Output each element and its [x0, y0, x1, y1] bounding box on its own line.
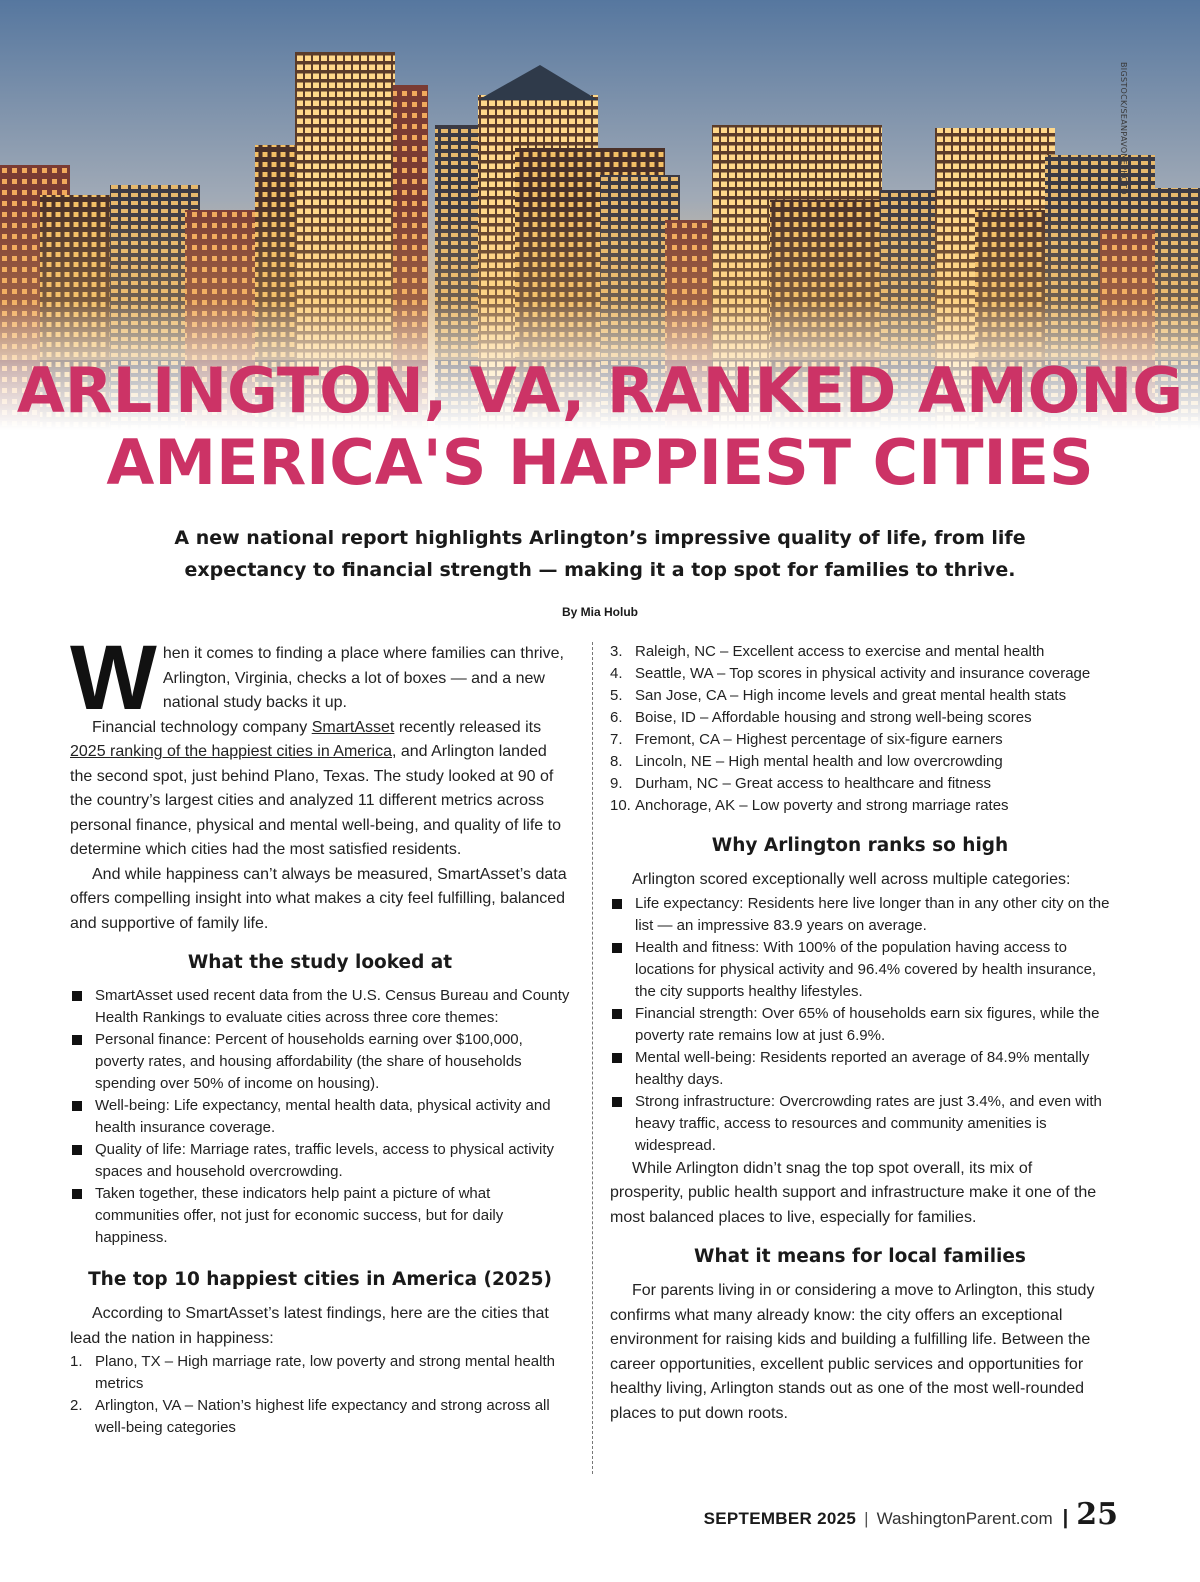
rank-number: 5.: [610, 687, 623, 704]
square-bullet-icon: [612, 1009, 622, 1019]
rank-text: San Jose, CA – High income levels and great mental health stats: [635, 687, 1067, 704]
ranked-city-item: [610, 707, 1110, 729]
rank-number: 4.: [610, 665, 623, 682]
bullet-item: [610, 893, 1110, 937]
ranked-city-item: [610, 685, 1110, 707]
headline-line-2: AMERICA'S HAPPIEST CITIES: [106, 426, 1094, 499]
why-intro: Arlington scored exceptionally well across multiple categories:: [632, 871, 1071, 888]
rank-text: Raleigh, NC – Excellent access to exercise and mental health: [635, 643, 1045, 660]
rank-number: 8.: [610, 753, 623, 770]
local-paragraph: For parents living in or considering a move to Arlington, this study confirms what many already know: the city offers an exceptional environment for raising kids and building a fulfilling life. Between the career opportunities, excellent public services and opportunities for healthy living, Arlington stands out as one of the most well-rounded places to put down roots.: [610, 1282, 1095, 1422]
headline: [0, 355, 1200, 499]
bullet-item: [610, 1091, 1110, 1157]
bullet-item: [70, 1095, 570, 1139]
ranked-city-item: [70, 1351, 570, 1395]
top10-heading: The top 10 happiest cities in America (2025): [88, 1269, 552, 1290]
square-bullet-icon: [72, 1189, 82, 1199]
square-bullet-icon: [72, 991, 82, 1001]
bullet-item: [610, 1047, 1110, 1091]
ranked-city-item: [610, 663, 1110, 685]
bullet-text: SmartAsset used recent data from the U.S. Census Bureau and County Health Rankings to evaluate cities across three core themes:: [95, 987, 570, 1026]
square-bullet-icon: [72, 1101, 82, 1111]
ranked-city-item: [70, 1395, 570, 1439]
rank-number: 1.: [70, 1353, 83, 1370]
study-heading: What the study looked at: [187, 952, 453, 973]
square-bullet-icon: [612, 943, 622, 953]
why-bullet-list: [610, 893, 1110, 1157]
bullet-text: Personal finance: Percent of households earning over $100,000, poverty rates, and housing affordability (the share of households spending over 50% of income on housing).: [95, 1031, 523, 1092]
issue-date: SEPTEMBER 2025: [703, 1509, 857, 1528]
rank-number: 7.: [610, 731, 623, 748]
byline: By Mia Holub: [561, 605, 638, 619]
bullet-item: [70, 1183, 570, 1249]
top10-list-part-2: [610, 641, 1110, 817]
intro-paragraph-3: And while happiness can’t always be measured, SmartAsset’s data offers compelling insight into what makes a city feel fulfilling, balanced and supportive of family life.: [70, 865, 567, 932]
bullet-text: Health and fitness: With 100% of the population having access to locations for physical activity and 96.4% covered by health insurance, the city supports healthy lifestyles.: [635, 938, 1097, 1000]
column-divider: [592, 642, 593, 1474]
ranked-city-item: [610, 751, 1110, 773]
top10-intro: According to SmartAsset’s latest findings, here are the cities that lead the nation in happiness:: [70, 1305, 549, 1347]
bullet-item: [70, 1029, 570, 1095]
site-name: WashingtonParent.com: [876, 1509, 1053, 1528]
study-bullet-list: [70, 985, 570, 1249]
rank-text: Plano, TX – High marriage rate, low poverty and strong mental health metrics: [95, 1353, 555, 1392]
square-bullet-icon: [612, 1097, 622, 1107]
text-run: , and Arlington landed the second spot, just behind Plano, Texas. The study looked at 90 of the country’s largest cities and analyzed 11 different metrics across personal finance, physical and mental well-being, and quality of life to determine which cities had the most satisfied residents.: [70, 743, 561, 858]
drop-cap: W: [70, 627, 157, 729]
bullet-item: [70, 1139, 570, 1183]
text-run: Financial technology company: [92, 718, 312, 736]
square-bullet-icon: [612, 1053, 622, 1063]
ranking-link[interactable]: 2025 ranking of the happiest cities in America: [70, 743, 392, 760]
bullet-text: Life expectancy: Residents here live longer than in any other city on the list — an impressive 83.9 years on average.: [635, 894, 1110, 934]
square-bullet-icon: [72, 1145, 82, 1155]
why-outro: While Arlington didn’t snag the top spot overall, its mix of prosperity, public health support and infrastructure make it one of the most balanced places to live, especially for families.: [610, 1159, 1097, 1226]
why-heading: Why Arlington ranks so high: [711, 835, 1009, 856]
square-bullet-icon: [72, 1035, 82, 1045]
rank-text: Anchorage, AK – Low poverty and strong marriage rates: [635, 797, 1009, 814]
bullet-text: Well-being: Life expectancy, mental health data, physical activity and health insurance coverage.: [95, 1097, 551, 1136]
bullet-text: Quality of life: Marriage rates, traffic levels, access to physical activity spaces and household overcrowding.: [95, 1141, 555, 1180]
rank-text: Durham, NC – Great access to healthcare and fitness: [635, 775, 992, 792]
page-number: 25: [1076, 1497, 1118, 1532]
top10-list-part-1: [70, 1351, 570, 1439]
headline-line-1: ARLINGTON, VA, RANKED AMONG: [16, 354, 1184, 427]
rank-number: 6.: [610, 709, 623, 726]
rank-text: Arlington, VA – Nation’s highest life expectancy and strong across all well-being categories: [95, 1397, 550, 1436]
bullet-item: [610, 937, 1110, 1003]
rank-text: Fremont, CA – Highest percentage of six-figure earners: [635, 731, 1003, 748]
dek: A new national report highlights Arlington’s impressive quality of life, from life expectancy to financial strength — making it a top spot for families to thrive.: [174, 527, 1026, 581]
left-column: [70, 627, 570, 1439]
bullet-text: Taken together, these indicators help paint a picture of what communities offer, not just for economic success, but for daily happiness.: [95, 1185, 504, 1246]
footer-separator: |: [864, 1509, 869, 1528]
intro-paragraph-2: [70, 716, 570, 863]
rank-number: 3.: [610, 643, 623, 660]
ranked-city-item: [610, 795, 1110, 817]
bullet-text: Financial strength: Over 65% of households earn six figures, while the poverty rate remains low at just 6.9%.: [635, 1004, 1100, 1044]
ranked-city-item: [610, 641, 1110, 663]
page-footer: [704, 1497, 1118, 1532]
ranked-city-item: [610, 729, 1110, 751]
smartasset-link[interactable]: SmartAsset: [311, 718, 395, 736]
local-heading: What it means for local families: [694, 1246, 1026, 1267]
text-run: recently released its: [394, 718, 542, 736]
ranked-city-item: [610, 773, 1110, 795]
rank-text: Boise, ID – Affordable housing and strong well-being scores: [635, 709, 1032, 726]
bullet-text: Mental well-being: Residents reported an average of 84.9% mentally healthy days.: [635, 1048, 1090, 1088]
rank-text: Lincoln, NE – High mental health and low overcrowding: [635, 753, 1003, 770]
square-bullet-icon: [612, 899, 622, 909]
rank-number: 2.: [70, 1397, 83, 1414]
footer-bar: |: [1062, 1507, 1069, 1529]
photo-credit: BIGSTOCK/SEANPAVONEPHOTO: [1119, 62, 1128, 195]
bullet-item: [70, 985, 570, 1029]
rank-number: 10.: [610, 797, 631, 814]
intro-paragraph-1: hen it comes to finding a place where families can thrive, Arlington, Virginia, checks a lot of boxes — and a new national study backs it up.: [162, 645, 564, 711]
rank-text: Seattle, WA – Top scores in physical activity and insurance coverage: [635, 665, 1091, 682]
rank-number: 9.: [610, 775, 623, 792]
bullet-text: Strong infrastructure: Overcrowding rates are just 3.4%, and even with heavy traffic, access to resources and community amenities is widespread.: [635, 1092, 1102, 1154]
right-column: [610, 640, 1110, 1426]
bullet-item: [610, 1003, 1110, 1047]
